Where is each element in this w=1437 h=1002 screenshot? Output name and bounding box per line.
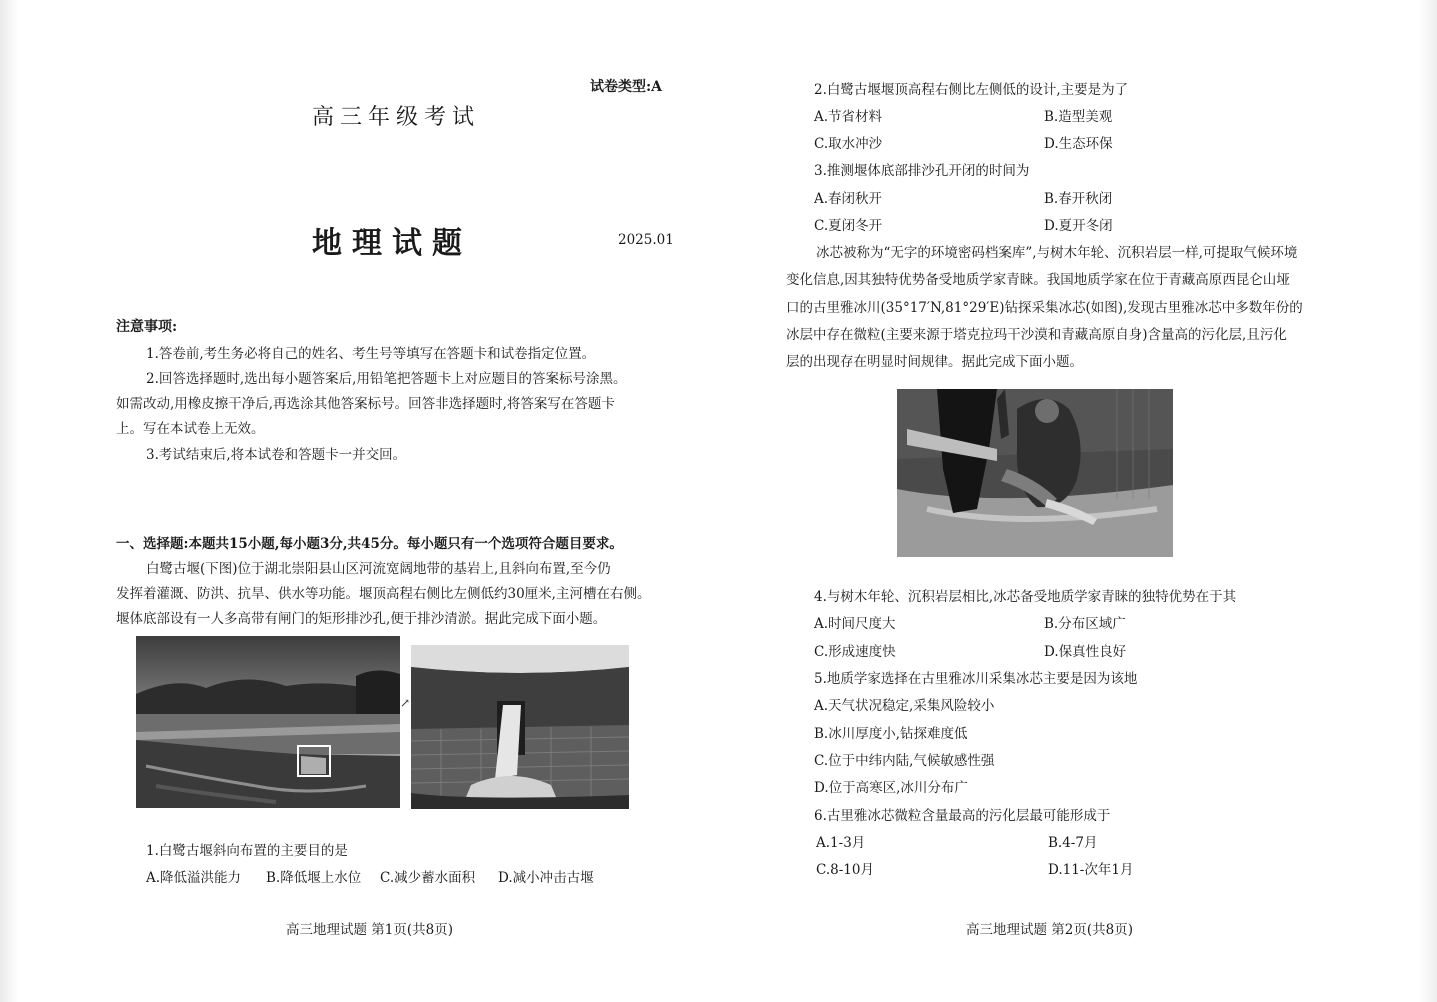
question-1-option-a: A.降低溢洪能力 [146,870,242,886]
question-2-option-d: D.生态环保 [1044,136,1113,152]
notice-heading: 注意事项: [116,319,178,335]
notice-item: 上。写在本试卷上无效。 [116,421,265,437]
question-5-option-b: B.冰川厚度小,钻探难度低 [814,726,968,742]
sluice-closeup-photo [411,645,629,809]
passage-line: 发挥着灌溉、防洪、抗旱、供水等功能。堰顶高程右侧比左侧低约30厘米,主河槽在右侧。 [116,586,651,602]
question-1-option-b: B.降低堰上水位 [266,870,362,886]
notice-item: 3.考试结束后,将本试卷和答题卡一并交回。 [146,447,407,463]
question-5-option-a: A.天气状况稳定,采集风险较小 [814,698,995,714]
exam-page-1 [0,0,718,1002]
weir-landscape-photo [136,636,400,808]
passage-line: 层的出现存在明显时间规律。据此完成下面小题。 [786,354,1083,370]
question-3-stem: 3.推测堰体底部排沙孔开闭的时间为 [814,163,1030,179]
question-4-stem: 4.与树木年轮、沉积岩层相比,冰芯备受地质学家青睐的独特优势在于其 [814,589,1237,605]
paper-type: 试卷类型:A [590,79,663,95]
scan-shadow [0,0,18,1002]
question-1-option-d: D.减小冲击古堰 [498,870,594,886]
subject-title: 地理试题 [312,226,472,261]
notice-item: 1.答卷前,考生务必将自己的姓名、考生号等填写在答题卡和试卷指定位置。 [146,346,596,362]
passage-line: 冰层中存在微粒(主要来源于塔克拉玛干沙漠和青藏高原自身)含量高的污化层,且污化 [786,327,1287,343]
exam-page-2 [718,0,1437,1002]
question-2-option-c: C.取水冲沙 [814,136,883,152]
question-4-option-c: C.形成速度快 [814,644,896,660]
question-2-option-a: A.节省材料 [814,109,883,125]
question-5-stem: 5.地质学家选择在古里雅冰川采集冰芯主要是因为该地 [814,671,1138,687]
question-1-stem: 1.白鹭古堰斜向布置的主要目的是 [146,843,348,859]
question-6-stem: 6.古里雅冰芯微粒含量最高的污化层最可能形成于 [814,808,1111,824]
question-6-option-d: D.11-次年1月 [1048,862,1134,878]
question-6-option-a: A.1-3月 [816,835,866,851]
passage-line: 变化信息,因其独特优势备受地质学家青睐。我国地质学家在位于青藏高原西昆仑山垭 [786,272,1290,288]
question-3-option-b: B.春开秋闭 [1044,191,1113,207]
notice-item: 如需改动,用橡皮擦干净后,再选涂其他答案标号。回答非选择题时,将答案写在答题卡 [116,396,615,412]
exam-date: 2025.01 [618,232,674,248]
question-5-option-c: C.位于中纬内陆,气候敏感性强 [814,753,995,769]
passage-line: 白鹭古堰(下图)位于湖北崇阳县山区河流宽阔地带的基岩上,且斜向布置,至今仍 [146,561,611,577]
passage-line: 冰芯被称为“无字的环境密码档案库”,与树木年轮、沉积岩层一样,可提取气候环境 [816,245,1298,261]
question-3-option-d: D.夏开冬闭 [1044,218,1113,234]
notice-item: 2.回答选择题时,选出每小题答案后,用铅笔把答题卡上对应题目的答案标号涂黑。 [146,371,627,387]
ice-core-drilling-photo [897,389,1173,557]
question-4-option-a: A.时间尺度大 [814,616,896,632]
arrow-icon: ↗ [400,696,411,710]
question-2-option-b: B.造型美观 [1044,109,1113,125]
question-4-option-d: D.保真性良好 [1044,644,1127,660]
question-2-stem: 2.白鹭古堰堰顶高程右侧比左侧低的设计,主要是为了 [814,82,1129,98]
question-6-option-c: C.8-10月 [816,862,874,878]
exam-name: 高三年级考试 [312,105,481,130]
question-4-option-b: B.分布区域广 [1044,616,1126,632]
page-footer: 高三地理试题 第2页(共8页) [966,922,1134,938]
passage-line: 口的古里雅冰川(35°17′N,81°29′E)钻探采集冰芯(如图),发现古里雅冰芯中多数年份的 [786,300,1303,316]
section-heading: 一、选择题:本题共15小题,每小题3分,共45分。每小题只有一个选项符合题目要求。 [116,536,623,552]
question-3-option-a: A.春闭秋开 [814,191,883,207]
question-6-option-b: B.4-7月 [1048,835,1098,851]
page-footer: 高三地理试题 第1页(共8页) [286,922,454,938]
scan-shadow [1419,0,1437,1002]
question-5-option-d: D.位于高寒区,冰川分布广 [814,780,968,796]
passage-line: 堰体底部设有一人多高带有闸门的矩形排沙孔,便于排沙清淤。据此完成下面小题。 [116,611,607,627]
question-3-option-c: C.夏闭冬开 [814,218,883,234]
question-1-option-c: C.减少蓄水面积 [380,870,476,886]
